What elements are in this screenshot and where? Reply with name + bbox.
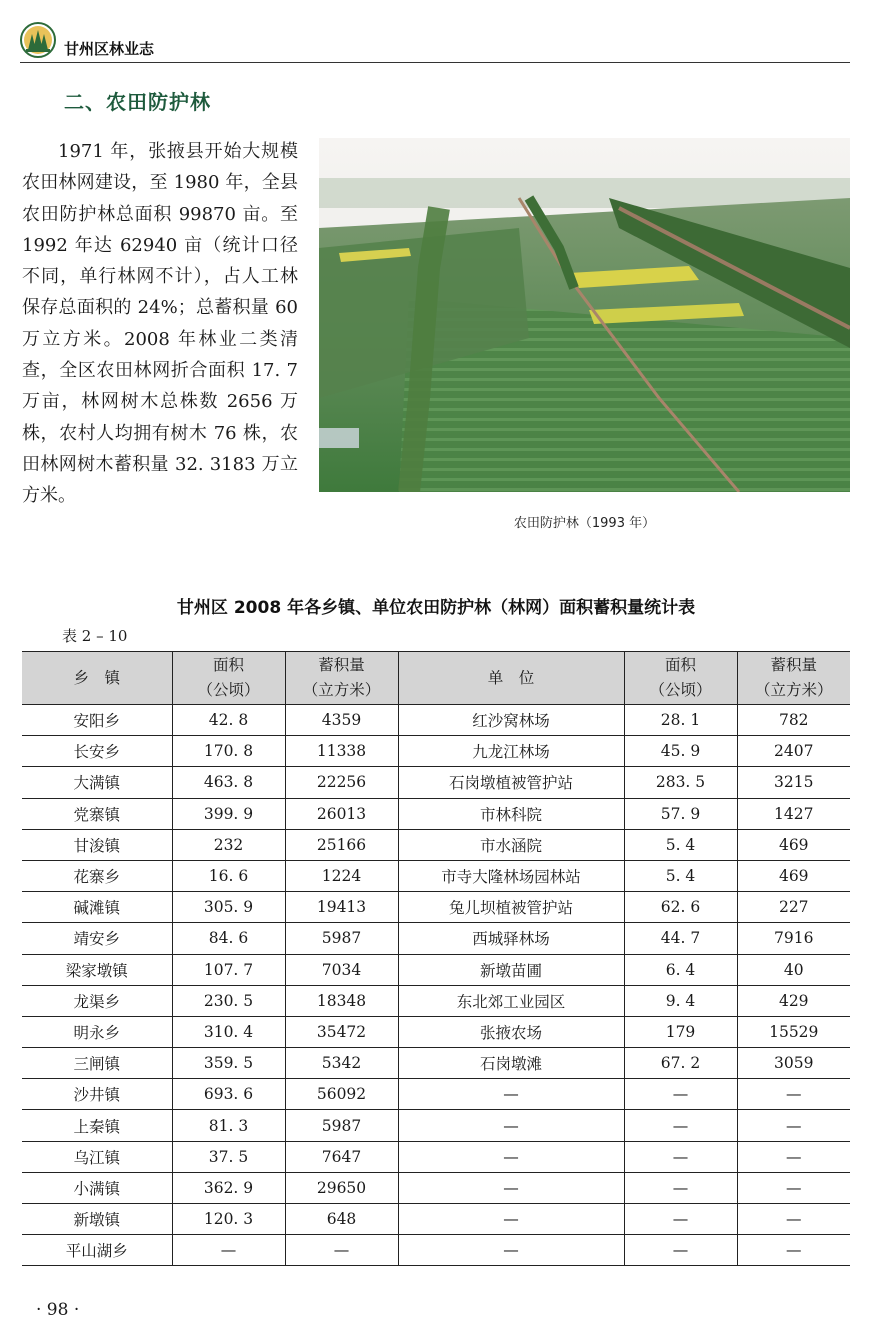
farmland-photo <box>319 138 850 492</box>
table-row <box>22 767 850 798</box>
cell-volume: 35472 <box>285 1016 398 1047</box>
cell-town: 明永乡 <box>22 1016 172 1047</box>
cell-town: 小满镇 <box>22 1172 172 1203</box>
cell-area: 107. 7 <box>172 954 285 985</box>
body-paragraph: 1971 年，张掖县开始大规模农田林网建设，至 1980 年，全县农田防护林总面积 99870 亩。至 1992 年达 62940 亩（统计口径不同，单行林网不计），占人工林保存总面积的 24%；总蓄积量 60 万立方米。2008 年林业二类清查，全区农田林网折合面积 17. 7 万亩，林网树木总株数 2656 万株，农村人均拥有树木 76 株，农田林网树木蓄积量 32. 3183 万立方米。 <box>22 141 298 507</box>
cell-volume: 4359 <box>285 705 398 736</box>
cell-area: 81. 3 <box>172 1110 285 1141</box>
cell-volume: 11338 <box>285 736 398 767</box>
cell-volume-2: 2407 <box>737 736 850 767</box>
cell-unit: 市寺大隆林场园林站 <box>398 860 624 891</box>
header-line: （立方米） <box>302 681 381 699</box>
cell-area: 463. 8 <box>172 767 285 798</box>
table-label: 表 2 – 10 <box>62 627 128 645</box>
cell-volume: 56092 <box>285 1079 398 1110</box>
cell-town: 安阳乡 <box>22 705 172 736</box>
cell-unit: 东北郊工业园区 <box>398 985 624 1016</box>
cell-area: 42. 8 <box>172 705 285 736</box>
cell-volume-2: 40 <box>737 954 850 985</box>
cell-area-2: 5. 4 <box>624 829 737 860</box>
table-header-row <box>22 652 850 705</box>
cell-area-2: — <box>624 1172 737 1203</box>
cell-volume: 19413 <box>285 892 398 923</box>
cell-area: 37. 5 <box>172 1141 285 1172</box>
table-row <box>22 1079 850 1110</box>
table-title: 甘州区 2008 年各乡镇、单位农田防护林（林网）面积蓄积量统计表 <box>176 598 696 618</box>
cell-town: 上秦镇 <box>22 1110 172 1141</box>
cell-area: 170. 8 <box>172 736 285 767</box>
header-line: （公顷） <box>649 681 712 699</box>
cell-town: 长安乡 <box>22 736 172 767</box>
cell-area-2: 5. 4 <box>624 860 737 891</box>
cell-area-2: 179 <box>624 1016 737 1047</box>
cell-town: 花寨乡 <box>22 860 172 891</box>
cell-town: 沙井镇 <box>22 1079 172 1110</box>
cell-area: 693. 6 <box>172 1079 285 1110</box>
table-row <box>22 1172 850 1203</box>
cell-area: 399. 9 <box>172 798 285 829</box>
cell-volume-2: 15529 <box>737 1016 850 1047</box>
header-line: 蓄积量 <box>318 656 365 674</box>
cell-town: 大满镇 <box>22 767 172 798</box>
cell-volume-2: — <box>737 1235 850 1266</box>
column-header-area <box>172 652 285 705</box>
table-row <box>22 954 850 985</box>
table-row <box>22 1204 850 1235</box>
table-row <box>22 860 850 891</box>
cell-volume: 22256 <box>285 767 398 798</box>
header-line: （公顷） <box>197 681 260 699</box>
header-line: （立方米） <box>754 681 833 699</box>
cell-volume-2: — <box>737 1204 850 1235</box>
cell-town: 靖安乡 <box>22 923 172 954</box>
cell-volume-2: 782 <box>737 705 850 736</box>
cell-unit: — <box>398 1172 624 1203</box>
cell-town: 党寨镇 <box>22 798 172 829</box>
cell-area-2: 283. 5 <box>624 767 737 798</box>
table-row <box>22 798 850 829</box>
cell-area: 305. 9 <box>172 892 285 923</box>
cell-volume: 18348 <box>285 985 398 1016</box>
cell-unit: — <box>398 1204 624 1235</box>
table-row <box>22 923 850 954</box>
cell-unit: 市林科院 <box>398 798 624 829</box>
cell-volume: 7034 <box>285 954 398 985</box>
cell-town: 平山湖乡 <box>22 1235 172 1266</box>
cell-volume: 648 <box>285 1204 398 1235</box>
column-header-volume <box>285 652 398 705</box>
cell-town: 甘浚镇 <box>22 829 172 860</box>
cell-volume-2: 3215 <box>737 767 850 798</box>
cell-area: 120. 3 <box>172 1204 285 1235</box>
column-header-town: 乡 镇 <box>22 652 172 705</box>
cell-area-2: 45. 9 <box>624 736 737 767</box>
cell-volume-2: — <box>737 1141 850 1172</box>
cell-town: 龙渠乡 <box>22 985 172 1016</box>
cell-volume-2: 1427 <box>737 798 850 829</box>
cell-volume-2: 469 <box>737 829 850 860</box>
cell-volume-2: 429 <box>737 985 850 1016</box>
cell-area-2: 9. 4 <box>624 985 737 1016</box>
cell-town: 乌江镇 <box>22 1141 172 1172</box>
cell-area: 359. 5 <box>172 1048 285 1079</box>
cell-volume-2: 3059 <box>737 1048 850 1079</box>
cell-unit: 红沙窝林场 <box>398 705 624 736</box>
table-row <box>22 985 850 1016</box>
cell-unit: 新墩苗圃 <box>398 954 624 985</box>
cell-volume: 7647 <box>285 1141 398 1172</box>
cell-area: 362. 9 <box>172 1172 285 1203</box>
column-header-volume-2 <box>737 652 850 705</box>
cell-area: 310. 4 <box>172 1016 285 1047</box>
column-header-area-2 <box>624 652 737 705</box>
cell-area-2: 28. 1 <box>624 705 737 736</box>
cell-area-2: 6. 4 <box>624 954 737 985</box>
cell-area: 16. 6 <box>172 860 285 891</box>
table-row <box>22 829 850 860</box>
table-row <box>22 705 850 736</box>
photo-caption: 农田防护林（1993 年） <box>513 516 656 531</box>
section-title: 二、农田防护林 <box>64 90 211 114</box>
cell-town: 新墩镇 <box>22 1204 172 1235</box>
table-row <box>22 1141 850 1172</box>
cell-volume: — <box>285 1235 398 1266</box>
cell-area-2: — <box>624 1079 737 1110</box>
cell-area-2: — <box>624 1110 737 1141</box>
column-header-unit: 单 位 <box>398 652 624 705</box>
cell-volume: 29650 <box>285 1172 398 1203</box>
cell-volume-2: — <box>737 1110 850 1141</box>
cell-area: — <box>172 1235 285 1266</box>
forestry-logo-icon <box>20 22 56 58</box>
table-row <box>22 1048 850 1079</box>
table-row <box>22 1016 850 1047</box>
cell-volume-2: 227 <box>737 892 850 923</box>
page-header <box>20 22 850 63</box>
table-row <box>22 1235 850 1266</box>
table-row <box>22 1110 850 1141</box>
header-title: 甘州区林业志 <box>64 40 155 58</box>
cell-area-2: 57. 9 <box>624 798 737 829</box>
cell-area: 232 <box>172 829 285 860</box>
cell-town: 梁家墩镇 <box>22 954 172 985</box>
cell-volume: 1224 <box>285 860 398 891</box>
cell-volume: 25166 <box>285 829 398 860</box>
cell-volume: 5342 <box>285 1048 398 1079</box>
cell-volume: 26013 <box>285 798 398 829</box>
header-line: 蓄积量 <box>770 656 817 674</box>
cell-town: 碱滩镇 <box>22 892 172 923</box>
cell-unit: — <box>398 1110 624 1141</box>
cell-volume-2: 7916 <box>737 923 850 954</box>
cell-volume: 5987 <box>285 923 398 954</box>
cell-area-2: — <box>624 1235 737 1266</box>
cell-town: 三闸镇 <box>22 1048 172 1079</box>
header-line: 面积 <box>664 656 696 674</box>
cell-area-2: — <box>624 1141 737 1172</box>
cell-area-2: 62. 6 <box>624 892 737 923</box>
cell-unit: 石岗墩植被管护站 <box>398 767 624 798</box>
page-number: · 98 · <box>36 1300 80 1320</box>
header-line: 面积 <box>212 656 244 674</box>
cell-unit: 张掖农场 <box>398 1016 624 1047</box>
cell-area-2: 67. 2 <box>624 1048 737 1079</box>
cell-unit: 九龙江林场 <box>398 736 624 767</box>
table-row <box>22 892 850 923</box>
cell-area: 84. 6 <box>172 923 285 954</box>
cell-area-2: — <box>624 1204 737 1235</box>
cell-unit: 兔儿坝植被管护站 <box>398 892 624 923</box>
cell-volume: 5987 <box>285 1110 398 1141</box>
cell-unit: — <box>398 1235 624 1266</box>
cell-area-2: 44. 7 <box>624 923 737 954</box>
statistics-table <box>22 651 850 1266</box>
cell-unit: 石岗墩滩 <box>398 1048 624 1079</box>
cell-volume-2: — <box>737 1172 850 1203</box>
cell-area: 230. 5 <box>172 985 285 1016</box>
cell-unit: 市水涵院 <box>398 829 624 860</box>
table-row <box>22 736 850 767</box>
cell-unit: 西城驿林场 <box>398 923 624 954</box>
cell-unit: — <box>398 1079 624 1110</box>
cell-volume-2: — <box>737 1079 850 1110</box>
cell-volume-2: 469 <box>737 860 850 891</box>
cell-unit: — <box>398 1141 624 1172</box>
